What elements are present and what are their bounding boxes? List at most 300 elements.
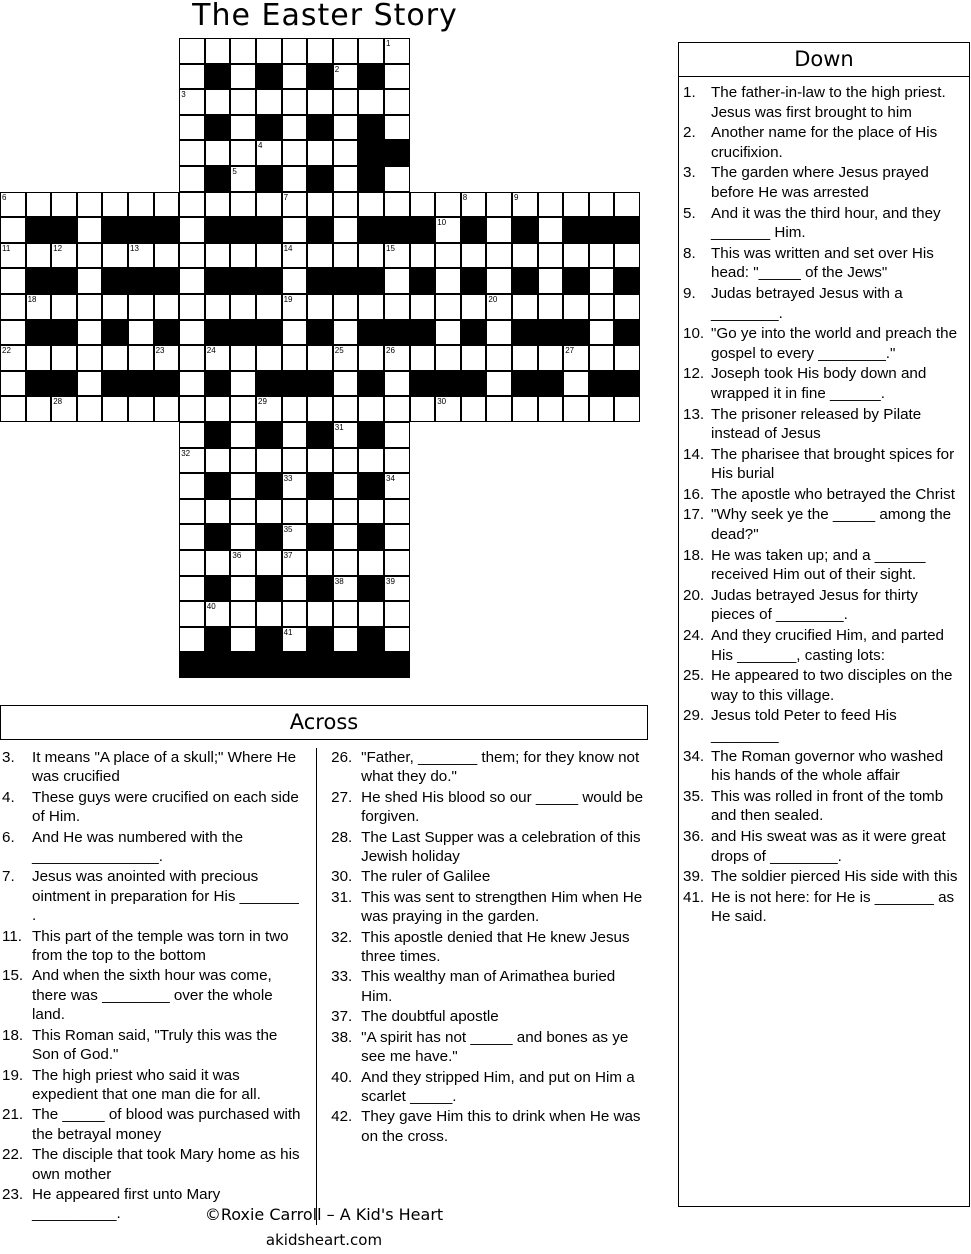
grid-cell-white[interactable] (333, 115, 359, 141)
grid-cell-white[interactable] (26, 294, 52, 320)
grid-cell-white[interactable] (384, 89, 410, 115)
grid-cell-white[interactable] (461, 396, 487, 422)
grid-cell-white[interactable] (307, 396, 333, 422)
grid-cell-number: 40 (206, 602, 216, 612)
grid-cell-white[interactable] (230, 38, 256, 64)
grid-cell-white[interactable] (154, 396, 180, 422)
grid-cell-white[interactable] (179, 268, 205, 294)
grid-cell-white[interactable] (563, 371, 589, 397)
grid-cell-white[interactable] (0, 217, 26, 243)
grid-cell-white[interactable] (230, 64, 256, 90)
grid-cell-white[interactable] (512, 243, 538, 269)
grid-cell-white[interactable] (435, 320, 461, 346)
grid-cell-white[interactable] (256, 89, 282, 115)
grid-cell-white[interactable] (333, 166, 359, 192)
grid-cell-white[interactable] (384, 192, 410, 218)
grid-cell-white[interactable] (589, 243, 615, 269)
grid-cell-white[interactable] (563, 192, 589, 218)
grid-cell-white[interactable] (358, 499, 384, 525)
grid-cell-white[interactable] (589, 320, 615, 346)
grid-cell-white[interactable] (256, 140, 282, 166)
grid-cell-white[interactable] (614, 294, 640, 320)
grid-cell-white[interactable] (333, 140, 359, 166)
grid-cell-white[interactable] (256, 294, 282, 320)
grid-cell-white[interactable] (282, 243, 308, 269)
grid-cell-white[interactable] (179, 550, 205, 576)
grid-cell-white[interactable] (333, 576, 359, 602)
crossword-grid[interactable] (0, 38, 648, 686)
grid-cell-white[interactable] (538, 243, 564, 269)
grid-cell-white[interactable] (589, 294, 615, 320)
grid-cell-white[interactable] (358, 294, 384, 320)
grid-cell-white[interactable] (230, 396, 256, 422)
grid-cell-white[interactable] (102, 192, 128, 218)
grid-cell-white[interactable] (384, 345, 410, 371)
grid-cell-white[interactable] (486, 345, 512, 371)
grid-cell-white[interactable] (179, 243, 205, 269)
grid-cell-white[interactable] (282, 473, 308, 499)
grid-cell-white[interactable] (77, 268, 103, 294)
grid-cell-white[interactable] (128, 320, 154, 346)
grid-cell-white[interactable] (179, 576, 205, 602)
grid-cell-white[interactable] (358, 243, 384, 269)
grid-cell-white[interactable] (282, 268, 308, 294)
grid-cell-white[interactable] (435, 217, 461, 243)
grid-cell-white[interactable] (282, 601, 308, 627)
grid-cell-white[interactable] (230, 192, 256, 218)
grid-cell-white[interactable] (538, 396, 564, 422)
grid-cell-white[interactable] (282, 192, 308, 218)
grid-cell-white[interactable] (333, 550, 359, 576)
grid-cell-white[interactable] (256, 192, 282, 218)
grid-cell-white[interactable] (307, 294, 333, 320)
grid-cell-white[interactable] (384, 268, 410, 294)
grid-cell-white[interactable] (230, 422, 256, 448)
grid-cell-white[interactable] (384, 576, 410, 602)
grid-cell-white[interactable] (51, 345, 77, 371)
grid-cell-white[interactable] (205, 601, 231, 627)
grid-cell-white[interactable] (486, 320, 512, 346)
grid-cell-white[interactable] (307, 192, 333, 218)
grid-cell-white[interactable] (333, 499, 359, 525)
grid-cell-white[interactable] (256, 550, 282, 576)
grid-cell-white[interactable] (282, 499, 308, 525)
grid-cell-white[interactable] (333, 294, 359, 320)
grid-cell-white[interactable] (614, 243, 640, 269)
clue-number: 23. (2, 1185, 24, 1203)
clue-number: 19. (2, 1066, 24, 1084)
grid-cell-white[interactable] (102, 294, 128, 320)
grid-cell-black (538, 320, 564, 346)
clue-item (683, 888, 963, 927)
grid-cell-white[interactable] (538, 345, 564, 371)
grid-cell-white[interactable] (461, 294, 487, 320)
grid-cell-white[interactable] (282, 166, 308, 192)
clue-text: The disciple that took Mary home as his own mother (32, 1146, 300, 1183)
grid-cell-white[interactable] (614, 192, 640, 218)
grid-cell-white[interactable] (384, 166, 410, 192)
grid-cell-white[interactable] (384, 524, 410, 550)
grid-cell-black (614, 217, 640, 243)
grid-cell-white[interactable] (461, 192, 487, 218)
grid-cell-white[interactable] (282, 217, 308, 243)
grid-cell-white[interactable] (384, 396, 410, 422)
grid-cell-white[interactable] (384, 627, 410, 653)
grid-cell-white[interactable] (538, 268, 564, 294)
grid-cell-white[interactable] (128, 192, 154, 218)
grid-cell-white[interactable] (256, 38, 282, 64)
grid-cell-white[interactable] (512, 345, 538, 371)
grid-cell-black (461, 371, 487, 397)
grid-cell-white[interactable] (282, 140, 308, 166)
grid-cell-white[interactable] (563, 294, 589, 320)
grid-cell-white[interactable] (282, 294, 308, 320)
grid-cell-white[interactable] (384, 371, 410, 397)
grid-cell-white[interactable] (486, 192, 512, 218)
grid-cell-white[interactable] (486, 243, 512, 269)
grid-cell-white[interactable] (358, 550, 384, 576)
grid-cell-white[interactable] (205, 89, 231, 115)
grid-cell-white[interactable] (230, 627, 256, 653)
grid-cell-white[interactable] (512, 294, 538, 320)
grid-cell-white[interactable] (0, 268, 26, 294)
grid-cell-white[interactable] (333, 243, 359, 269)
grid-cell-white[interactable] (333, 345, 359, 371)
grid-cell-white[interactable] (77, 345, 103, 371)
grid-cell-white[interactable] (358, 345, 384, 371)
grid-cell-white[interactable] (256, 499, 282, 525)
grid-cell-white[interactable] (205, 345, 231, 371)
clue-item (683, 324, 963, 363)
grid-cell-white[interactable] (512, 192, 538, 218)
grid-cell-white[interactable] (358, 38, 384, 64)
grid-cell-white[interactable] (282, 396, 308, 422)
grid-cell-white[interactable] (282, 345, 308, 371)
grid-cell-white[interactable] (384, 422, 410, 448)
grid-cell-white[interactable] (230, 371, 256, 397)
grid-cell-white[interactable] (282, 422, 308, 448)
grid-cell-white[interactable] (333, 320, 359, 346)
grid-cell-white[interactable] (179, 601, 205, 627)
grid-cell-white[interactable] (256, 243, 282, 269)
grid-cell-white[interactable] (77, 294, 103, 320)
grid-cell-white[interactable] (205, 243, 231, 269)
grid-cell-white[interactable] (614, 396, 640, 422)
grid-cell-white[interactable] (384, 38, 410, 64)
grid-cell-white[interactable] (384, 448, 410, 474)
clue-item (683, 546, 963, 585)
grid-cell-white[interactable] (179, 422, 205, 448)
grid-cell-white[interactable] (154, 345, 180, 371)
clue-text: The pharisee that brought spices for His burial (711, 445, 955, 483)
grid-cell-white[interactable] (26, 192, 52, 218)
grid-cell-white[interactable] (205, 38, 231, 64)
grid-cell-white[interactable] (333, 64, 359, 90)
grid-cell-white[interactable] (154, 294, 180, 320)
grid-cell-white[interactable] (384, 499, 410, 525)
grid-cell-white[interactable] (358, 396, 384, 422)
grid-cell-white[interactable] (179, 320, 205, 346)
grid-cell-white[interactable] (435, 345, 461, 371)
grid-cell-white[interactable] (538, 192, 564, 218)
grid-cell-white[interactable] (307, 89, 333, 115)
grid-cell-white[interactable] (179, 166, 205, 192)
grid-cell-white[interactable] (435, 192, 461, 218)
grid-cell-white[interactable] (230, 115, 256, 141)
grid-cell-white[interactable] (179, 64, 205, 90)
grid-cell-white[interactable] (589, 396, 615, 422)
grid-cell-white[interactable] (384, 294, 410, 320)
grid-cell-white[interactable] (563, 345, 589, 371)
grid-cell-white[interactable] (333, 192, 359, 218)
grid-cell-white[interactable] (128, 396, 154, 422)
grid-cell-white[interactable] (154, 192, 180, 218)
grid-cell-white[interactable] (486, 371, 512, 397)
grid-cell-white[interactable] (128, 243, 154, 269)
grid-cell-white[interactable] (384, 473, 410, 499)
grid-cell-white[interactable] (26, 243, 52, 269)
grid-cell-white[interactable] (179, 499, 205, 525)
grid-cell-white[interactable] (384, 243, 410, 269)
grid-cell-white[interactable] (230, 89, 256, 115)
grid-cell-number: 37 (283, 551, 293, 560)
grid-cell-white[interactable] (179, 217, 205, 243)
grid-cell-white[interactable] (307, 140, 333, 166)
clue-item (683, 284, 963, 323)
grid-cell-white[interactable] (179, 396, 205, 422)
grid-cell-white[interactable] (307, 601, 333, 627)
grid-cell-white[interactable] (282, 89, 308, 115)
grid-cell-white[interactable] (333, 217, 359, 243)
grid-cell-white[interactable] (512, 396, 538, 422)
grid-cell-white[interactable] (179, 371, 205, 397)
clue-text: Another name for the place of His crucifixion. (711, 124, 938, 161)
grid-cell-white[interactable] (26, 345, 52, 371)
grid-cell-white[interactable] (333, 371, 359, 397)
grid-cell-number: 15 (386, 243, 395, 253)
grid-cell-white[interactable] (282, 115, 308, 141)
grid-cell-white[interactable] (179, 524, 205, 550)
grid-cell-white[interactable] (589, 268, 615, 294)
grid-cell-white[interactable] (230, 140, 256, 166)
grid-cell-white[interactable] (256, 601, 282, 627)
clue-item (331, 828, 646, 867)
grid-cell-white[interactable] (589, 345, 615, 371)
grid-cell-white[interactable] (77, 371, 103, 397)
grid-cell-white[interactable] (282, 64, 308, 90)
clue-text: This part of the temple was torn in two from the top to the bottom (32, 927, 289, 965)
grid-cell-white[interactable] (486, 268, 512, 294)
grid-cell-white[interactable] (0, 294, 26, 320)
clue-item (683, 123, 963, 162)
grid-cell-white[interactable] (205, 294, 231, 320)
grid-cell-white[interactable] (179, 192, 205, 218)
grid-cell-white[interactable] (333, 473, 359, 499)
grid-cell-white[interactable] (179, 294, 205, 320)
grid-cell-white[interactable] (179, 448, 205, 474)
grid-cell-white[interactable] (333, 89, 359, 115)
grid-cell-white[interactable] (51, 243, 77, 269)
grid-cell-white[interactable] (307, 345, 333, 371)
grid-cell-black (256, 64, 282, 90)
grid-cell-white[interactable] (333, 422, 359, 448)
grid-cell-white[interactable] (51, 294, 77, 320)
grid-cell-white[interactable] (128, 294, 154, 320)
clue-text: The doubtful apostle (361, 1008, 499, 1026)
grid-cell-white[interactable] (0, 243, 26, 269)
grid-cell-white[interactable] (538, 217, 564, 243)
grid-cell-white[interactable] (461, 243, 487, 269)
grid-cell-white[interactable] (435, 396, 461, 422)
grid-cell-white[interactable] (410, 243, 436, 269)
grid-cell-white[interactable] (307, 38, 333, 64)
grid-cell-white[interactable] (51, 396, 77, 422)
grid-cell-white[interactable] (154, 243, 180, 269)
grid-cell-white[interactable] (179, 38, 205, 64)
grid-cell-white[interactable] (486, 217, 512, 243)
grid-cell-white[interactable] (333, 601, 359, 627)
grid-cell-white[interactable] (179, 627, 205, 653)
clue-number: 18. (683, 546, 705, 564)
grid-cell-white[interactable] (256, 345, 282, 371)
grid-cell-number: 16 (564, 268, 574, 278)
grid-cell-white[interactable] (282, 576, 308, 602)
grid-cell-white[interactable] (589, 192, 615, 218)
grid-cell-white[interactable] (179, 89, 205, 115)
grid-cell-white[interactable] (384, 550, 410, 576)
grid-cell-white[interactable] (179, 140, 205, 166)
grid-cell-white[interactable] (230, 448, 256, 474)
grid-cell-white[interactable] (333, 627, 359, 653)
grid-cell-white[interactable] (230, 294, 256, 320)
grid-cell-black (256, 166, 282, 192)
grid-cell-white[interactable] (282, 627, 308, 653)
grid-cell-white[interactable] (102, 345, 128, 371)
grid-cell-white[interactable] (282, 448, 308, 474)
grid-cell-white[interactable] (563, 243, 589, 269)
grid-cell-white[interactable] (0, 320, 26, 346)
grid-cell-white[interactable] (410, 192, 436, 218)
grid-cell-white[interactable] (0, 396, 26, 422)
grid-cell-white[interactable] (614, 345, 640, 371)
grid-cell-white[interactable] (384, 115, 410, 141)
grid-cell-white[interactable] (358, 448, 384, 474)
grid-cell-number: 34 (386, 474, 395, 484)
grid-cell-white[interactable] (77, 243, 103, 269)
grid-cell-white[interactable] (0, 345, 26, 371)
clue-text: They gave Him this to drink when He was on the cross. (361, 1108, 641, 1145)
grid-cell-white[interactable] (307, 448, 333, 474)
grid-cell-white[interactable] (256, 448, 282, 474)
grid-cell-white[interactable] (26, 396, 52, 422)
grid-cell-black (26, 217, 52, 243)
grid-cell-white[interactable] (563, 396, 589, 422)
grid-cell-white[interactable] (486, 294, 512, 320)
grid-cell-white[interactable] (179, 115, 205, 141)
grid-cell-white[interactable] (282, 38, 308, 64)
grid-cell-white[interactable] (77, 396, 103, 422)
grid-cell-white[interactable] (230, 524, 256, 550)
crossword-grid-container (0, 38, 660, 690)
grid-cell-white[interactable] (205, 499, 231, 525)
website-credit: akidsheart.com (265, 1231, 383, 1249)
grid-cell-white[interactable] (307, 243, 333, 269)
grid-cell-white[interactable] (307, 499, 333, 525)
grid-cell-white[interactable] (333, 396, 359, 422)
grid-cell-white[interactable] (179, 345, 205, 371)
clue-text: And they crucified Him, and parted His _______, casting lots: (711, 627, 944, 664)
grid-cell-white[interactable] (102, 243, 128, 269)
page-title: The Easter Story (192, 0, 458, 33)
grid-cell-white[interactable] (435, 294, 461, 320)
grid-cell-white[interactable] (461, 345, 487, 371)
grid-cell-white[interactable] (230, 166, 256, 192)
grid-cell-white[interactable] (230, 473, 256, 499)
grid-cell-white[interactable] (230, 576, 256, 602)
grid-cell-white[interactable] (333, 448, 359, 474)
grid-cell-white[interactable] (230, 499, 256, 525)
grid-cell-white[interactable] (358, 192, 384, 218)
grid-cell-white[interactable] (486, 396, 512, 422)
grid-cell-white[interactable] (333, 524, 359, 550)
grid-cell-white[interactable] (77, 320, 103, 346)
grid-cell-white[interactable] (435, 268, 461, 294)
grid-cell-white[interactable] (307, 550, 333, 576)
grid-cell-black (307, 371, 333, 397)
grid-cell-white[interactable] (77, 217, 103, 243)
grid-cell-white[interactable] (282, 524, 308, 550)
grid-cell-white[interactable] (282, 320, 308, 346)
grid-cell-black (102, 371, 128, 397)
grid-cell-white[interactable] (538, 294, 564, 320)
grid-cell-white[interactable] (358, 89, 384, 115)
grid-cell-white[interactable] (333, 38, 359, 64)
grid-cell-white[interactable] (435, 243, 461, 269)
grid-cell-black (461, 268, 487, 294)
grid-cell-white[interactable] (51, 192, 77, 218)
grid-cell-white[interactable] (230, 243, 256, 269)
grid-cell-white[interactable] (384, 601, 410, 627)
clue-number: 10. (683, 325, 705, 343)
grid-cell-white[interactable] (230, 345, 256, 371)
clue-text: Judas betrayed Jesus with a ________. (711, 284, 903, 322)
grid-cell-white[interactable] (205, 140, 231, 166)
clue-text: The prisoner released by Pilate instead of Jesus (711, 405, 922, 443)
grid-cell-white[interactable] (282, 550, 308, 576)
grid-cell-black (435, 371, 461, 397)
grid-cell-white[interactable] (358, 601, 384, 627)
grid-cell-white[interactable] (102, 396, 128, 422)
grid-cell-white[interactable] (410, 396, 436, 422)
grid-cell-white[interactable] (230, 550, 256, 576)
grid-cell-white[interactable] (256, 396, 282, 422)
grid-cell-white[interactable] (205, 550, 231, 576)
grid-cell-white[interactable] (410, 294, 436, 320)
grid-cell-white[interactable] (77, 192, 103, 218)
grid-cell-white[interactable] (179, 473, 205, 499)
grid-cell-white[interactable] (205, 448, 231, 474)
grid-cell-black (230, 268, 256, 294)
grid-cell-white[interactable] (384, 64, 410, 90)
grid-cell-white[interactable] (0, 192, 26, 218)
grid-cell-white[interactable] (410, 345, 436, 371)
grid-cell-white[interactable] (230, 601, 256, 627)
grid-cell-white[interactable] (0, 371, 26, 397)
clue-item (683, 586, 963, 625)
grid-cell-white[interactable] (205, 192, 231, 218)
grid-cell-white[interactable] (128, 345, 154, 371)
grid-cell-white[interactable] (205, 396, 231, 422)
